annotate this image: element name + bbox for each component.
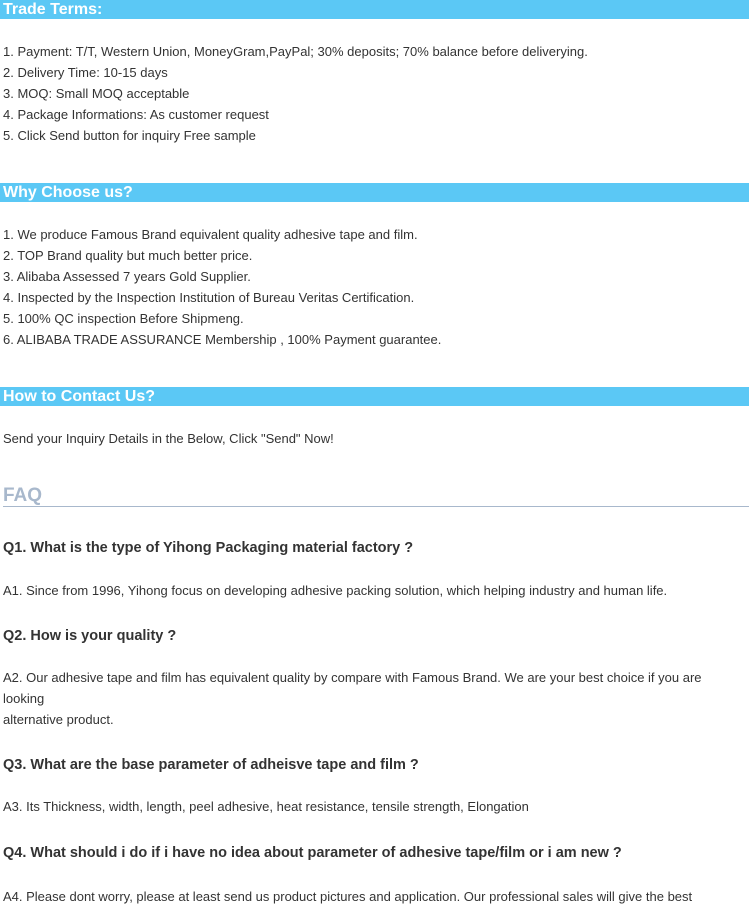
- faq-answer: A2. Our adhesive tape and film has equivalent quality by compare with Famous Brand. We are your best choice if you are: [3, 670, 702, 685]
- why-choose-item: 6. ALIBABA TRADE ASSURANCE Membership , 100% Payment guarantee.: [3, 332, 442, 347]
- faq-answer: A1. Since from 1996, Yihong focus on developing adhesive packing solution, which helping industry and human life.: [3, 583, 668, 598]
- faq-answer: A4. Please dont worry, please at least send us product pictures and application. Our professional sales will give the best: [3, 889, 693, 904]
- faq-question: Q3. What are the base parameter of adheisve tape and film ?: [3, 757, 419, 773]
- why-choose-item: 1. We produce Famous Brand equivalent quality adhesive tape and film.: [3, 227, 418, 242]
- contact-heading: How to Contact Us?: [0, 387, 749, 406]
- why-choose-item: 2. TOP Brand quality but much better price.: [3, 248, 253, 263]
- why-choose-item: 3. Alibaba Assessed 7 years Gold Supplier.: [3, 269, 251, 284]
- faq-title-underline: [3, 506, 44, 507]
- why-choose-item: 4. Inspected by the Inspection Institution of Bureau Veritas Certification.: [3, 290, 415, 305]
- contact-text: Send your Inquiry Details in the Below, Click "Send" Now!: [3, 431, 334, 446]
- trade-term-item: 3. MOQ: Small MOQ acceptable: [3, 86, 190, 101]
- faq-answer: A3. Its Thickness, width, length, peel adhesive, heat resistance, tensile strength, Elongation: [3, 799, 529, 814]
- faq-title: FAQ: [3, 485, 43, 506]
- faq-divider: [44, 506, 749, 507]
- why-choose-item: 5. 100% QC inspection Before Shipmeng.: [3, 311, 244, 326]
- faq-question: Q1. What is the type of Yihong Packaging material factory ?: [3, 540, 414, 556]
- trade-term-item: 2. Delivery Time: 10-15 days: [3, 65, 168, 80]
- faq-question: Q2. How is your quality ?: [3, 628, 177, 644]
- trade-term-item: 5. Click Send button for inquiry Free sample: [3, 128, 256, 143]
- why-choose-heading: Why Choose us?: [0, 183, 749, 202]
- faq-answer: looking: [3, 691, 45, 706]
- trade-term-item: 1. Payment: T/T, Western Union, MoneyGram,PayPal; 30% deposits; 70% balance before deliverying.: [3, 44, 588, 59]
- trade-terms-heading: Trade Terms:: [0, 0, 749, 19]
- faq-answer: alternative product.: [3, 712, 114, 727]
- trade-term-item: 4. Package Informations: As customer request: [3, 107, 269, 122]
- faq-question: Q4. What should i do if i have no idea about parameter of adhesive tape/film or i am new ?: [3, 845, 622, 861]
